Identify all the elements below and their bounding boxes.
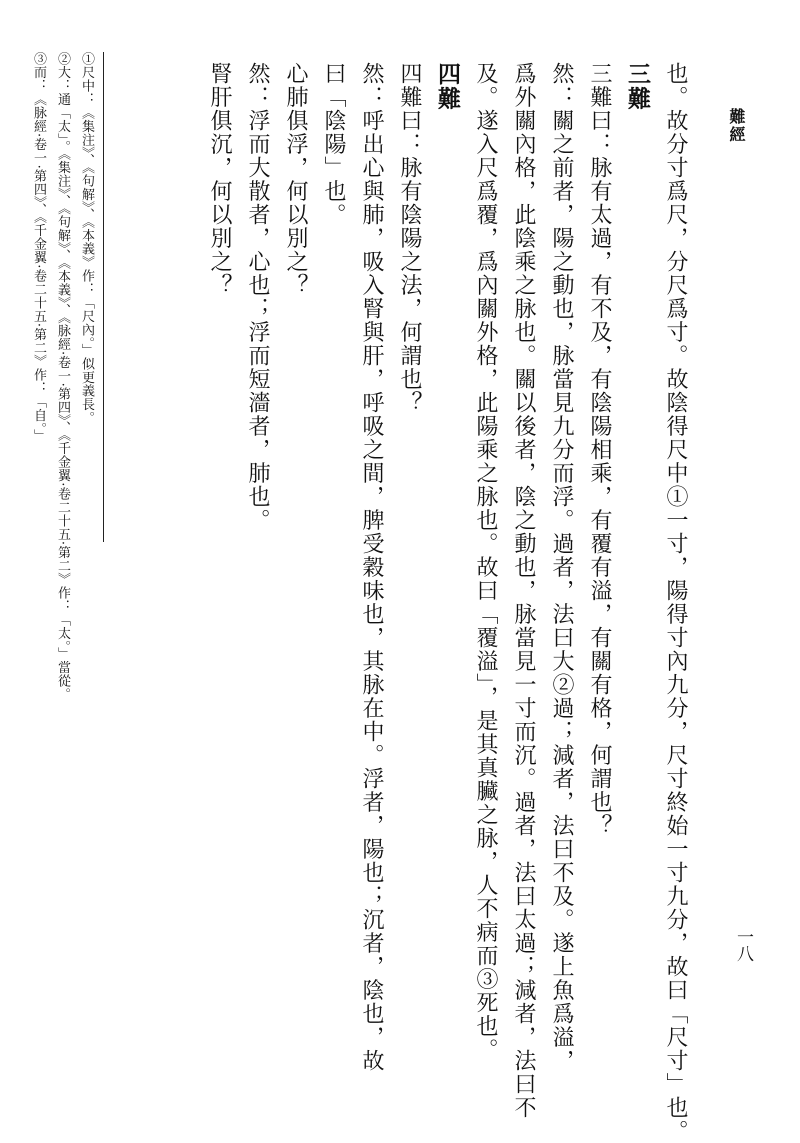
main-text [200, 62, 694, 1143]
text-column: 然：浮而大散者，心也；浮而短濇者，肺也。 [245, 62, 270, 532]
text-column: 也。故分寸爲尺，分尺爲寸。故陰得尺中①一寸，陽得寸內九分，尺寸終始一寸九分，故曰「尺寸」也。 [663, 62, 688, 1143]
chapter-heading-three: 三難 [624, 62, 650, 111]
footnote: ②大：通「太」。《集注》、《句解》、《本義》、《脉經·卷一·第四》、《千金翼·卷二十五·第二》作：「太。」當從。 [55, 52, 70, 702]
footnote: ③而：《脉經·卷一·第四》、《千金翼·卷二十五·第二》作：「自。」 [31, 52, 46, 443]
text-column: 爲外關內格，此陰乘之脉也。關以後者，陰之動也，脉當見一寸而沉。過者，法曰太過；減者，法曰不 [511, 62, 536, 1120]
footnote: ①尺中：《集注》、《句解》、《本義》作：「尺內。」似更義長。 [79, 52, 94, 425]
footnotes [26, 52, 98, 952]
text-column: 四難曰：脉有陰陽之法，何謂也？ [397, 62, 422, 415]
text-column: 然：關之前者，陽之動也，脉當見九分而浮。過者，法曰大②過；減者，法曰不及。遂上魚爲溢， [549, 62, 574, 1073]
text-column: 腎肝俱沉，何以別之？ [207, 62, 232, 297]
book-title-header: 難經 [727, 108, 746, 144]
chapter-heading-four: 四難 [434, 62, 460, 111]
text-column: 心肺俱浮，何以別之？ [283, 62, 308, 297]
page-number: 一八 [733, 928, 753, 962]
text-column: 三難曰：脉有太過，有不及，有陰陽相乘，有覆有溢，有關有格，何謂也？ [587, 62, 612, 838]
text-column: 曰「陰陽」也。 [321, 62, 346, 227]
text-column: 然：呼出心與肺，吸入腎與肝，呼吸之間，脾受穀味也，其脉在中。浮者，陽也；沉者，陰也，故 [359, 62, 384, 1073]
footnote-divider [103, 52, 104, 542]
text-column: 及。遂入尺爲覆，爲內關外格，此陽乘之脉也。故曰「覆溢」，是其真臟之脉，人不病而③死也。 [473, 62, 498, 1062]
